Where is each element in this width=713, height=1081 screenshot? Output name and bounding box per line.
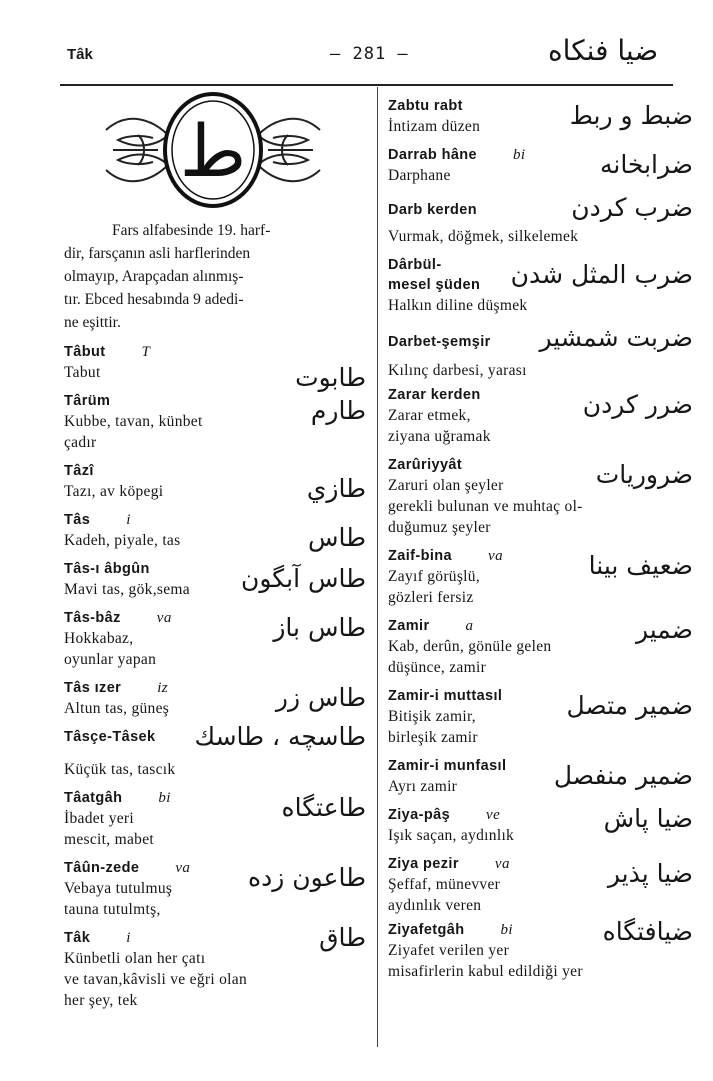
entry-definition: Künbetli olan her çatı xyxy=(64,950,206,967)
dict-entry xyxy=(388,145,693,186)
entry-headword: Ziyafetgâh xyxy=(388,922,465,938)
ornament-emblem xyxy=(98,90,328,210)
entry-headword: Zamir-i munfasıl xyxy=(388,758,507,774)
entry-origin: bi xyxy=(500,922,513,938)
dict-entry xyxy=(388,756,693,797)
dict-entry xyxy=(388,546,693,608)
entry-headword: Zarar kerden xyxy=(388,387,481,403)
entry-headword: Zaif-bina xyxy=(388,548,453,564)
entry-arabic: ضرر كردن xyxy=(582,390,693,419)
entry-arabic: طاعون زده xyxy=(248,863,366,892)
entry-origin: bi xyxy=(513,147,526,163)
entry-arabic: ضرب كردن xyxy=(571,193,693,222)
dict-entry xyxy=(64,722,366,780)
emblem-letter: ط xyxy=(179,109,247,193)
entry-arabic: طاق xyxy=(319,923,366,952)
entry-origin: va xyxy=(494,856,510,872)
entry-definition: Altun tas, güneş xyxy=(64,700,170,717)
dict-entry xyxy=(388,385,693,447)
dict-entry xyxy=(388,96,693,137)
dict-entry xyxy=(64,608,366,670)
entry-origin: ve xyxy=(486,807,501,823)
entry-headword: Târüm xyxy=(64,393,111,409)
entry-arabic: طاعتگاه xyxy=(281,793,366,822)
entry-definition: tauna tutulmtş, xyxy=(64,901,161,918)
entry-definition: Hokkabaz, xyxy=(64,630,134,647)
entry-definition: oyunlar yapan xyxy=(64,651,157,668)
dict-entry xyxy=(388,455,693,538)
entry-definition: Küçük tas, tascık xyxy=(64,761,176,778)
entry-definition: misafirlerin kabul edildiği yer xyxy=(388,963,583,980)
entry-headword-continued: mesel şüden xyxy=(388,277,481,293)
entry-arabic: طازي xyxy=(306,474,366,503)
entry-definition: Tabut xyxy=(64,364,101,381)
running-head-right: ضيا فنكاه xyxy=(548,34,659,67)
entry-definition: her şey, tek xyxy=(64,992,138,1009)
dict-entry xyxy=(64,461,366,502)
entry-headword: Darrab hâne xyxy=(388,147,478,163)
entry-definition: aydınlık veren xyxy=(388,897,482,914)
entry-headword: Tâs-ı âbgûn xyxy=(64,561,150,577)
entry-arabic: ضيا پاش xyxy=(603,804,693,833)
entry-definition: Tazı, av köpegi xyxy=(64,483,164,500)
dict-entry xyxy=(64,858,366,920)
entry-headword: Dârbül- xyxy=(388,257,442,273)
entry-headword: Zarûriyyât xyxy=(388,457,463,473)
entry-definition: duğumuz şeyler xyxy=(388,519,491,536)
entry-origin: bi xyxy=(158,790,171,806)
page-header xyxy=(0,0,713,88)
entry-arabic: طاس زر xyxy=(275,683,366,712)
entry-definition: Zaruri olan şeyler xyxy=(388,477,504,494)
entry-arabic: ضبط و ربط xyxy=(569,101,693,130)
intro-line: Fars alfabesinde 19. harf- xyxy=(112,222,271,239)
intro-line: tır. Ebced hesabında 9 adedi- xyxy=(64,291,244,308)
intro-paragraph xyxy=(64,219,366,334)
entry-arabic: ضيافتگاه xyxy=(602,917,693,946)
intro-line: olmayıp, Arapçadan alınmış- xyxy=(64,268,244,285)
entry-definition: İntizam düzen xyxy=(388,118,481,135)
entry-arabic: ضروريات xyxy=(595,460,693,489)
entry-definition: Zarar etmek, xyxy=(388,407,471,424)
entry-headword: Tâzî xyxy=(64,463,94,479)
entry-origin: va xyxy=(175,860,191,876)
entry-headword: Tâbut xyxy=(64,344,106,360)
dict-entry xyxy=(388,917,693,982)
dict-entry xyxy=(64,510,366,551)
entry-definition: Işık saçan, aydınlık xyxy=(388,827,515,844)
intro-line: ne eşittir. xyxy=(64,314,121,331)
entry-headword: Tâûn-zede xyxy=(64,860,140,876)
entry-headword: Ziya pezir xyxy=(388,856,459,872)
entry-arabic: ضرب المثل شدن xyxy=(510,260,693,289)
entry-arabic: ضربت شمشير xyxy=(539,323,693,352)
dict-entry xyxy=(388,805,693,846)
entry-definition: Kab, derûn, gönüle gelen xyxy=(388,638,552,655)
dict-entry xyxy=(64,678,366,719)
entry-definition: Halkın diline düşmek xyxy=(388,297,528,314)
entry-origin: T xyxy=(141,344,151,360)
entry-headword: Zamir xyxy=(388,618,430,634)
dict-entry xyxy=(388,686,693,748)
entry-arabic: طاسچه ، طاسك xyxy=(194,722,366,751)
entry-arabic: طارم xyxy=(310,396,366,425)
entry-headword: Tâk xyxy=(64,930,91,946)
entry-arabic: طاس آبگون xyxy=(241,564,366,593)
entry-arabic: طاس xyxy=(307,523,366,552)
entry-definition: Kubbe, tavan, künbet xyxy=(64,413,203,430)
entry-definition: birleşik zamir xyxy=(388,729,478,746)
entry-definition: Mavi tas, gök,sema xyxy=(64,581,190,598)
entry-headword: Tâs ızer xyxy=(64,680,122,696)
entry-definition: çadır xyxy=(64,434,97,451)
entry-definition: Zayıf görüşlü, xyxy=(388,568,481,585)
entry-definition: Ziyafet verilen yer xyxy=(388,942,510,959)
entry-definition: Vebaya tutulmuş xyxy=(64,880,173,897)
dict-entry xyxy=(64,342,366,392)
entry-definition: ve tavan,kâvisli ve eğri olan xyxy=(64,971,248,988)
entry-origin: va xyxy=(156,610,172,626)
entry-headword: Darb kerden xyxy=(388,202,478,218)
entry-definition: Vurmak, döğmek, silkelemek xyxy=(388,228,579,245)
entry-definition: Ayrı zamir xyxy=(388,778,458,795)
intro-line: dir, farsçanın asli harflerinden xyxy=(64,245,251,262)
entry-origin: a xyxy=(465,618,474,634)
dict-entry xyxy=(388,193,693,247)
entry-definition: Şeffaf, münevver xyxy=(388,876,501,893)
entry-headword: Tâatgâh xyxy=(64,790,123,806)
entry-origin: i xyxy=(126,512,131,528)
entry-arabic: ضمير xyxy=(635,615,693,644)
entry-arabic: ضمير منفصل xyxy=(553,761,693,790)
entry-headword: Tâsçe-Tâsek xyxy=(64,729,156,745)
header-rule xyxy=(60,84,673,86)
entry-headword: Tâs-bâz xyxy=(64,610,121,626)
entry-origin: va xyxy=(488,548,503,564)
entry-headword: Zabtu rabt xyxy=(388,98,463,114)
entry-origin: iz xyxy=(157,680,169,696)
entry-headword: Ziya-pâş xyxy=(388,807,451,823)
entry-headword: Zamir-i muttasıl xyxy=(388,688,503,704)
dict-entry xyxy=(64,391,366,453)
entry-definition: Kadeh, piyale, tas xyxy=(64,532,181,549)
dict-entry xyxy=(388,854,693,916)
entry-origin: i xyxy=(126,930,131,946)
entry-definition: mescit, mabet xyxy=(64,831,154,848)
entry-definition: Darphane xyxy=(388,167,451,184)
dict-entry xyxy=(388,616,693,678)
entry-definition: düşünce, zamir xyxy=(388,659,487,676)
entry-arabic: ضيا پذير xyxy=(607,859,693,888)
entry-arabic: طاس باز xyxy=(273,613,366,642)
entry-definition: ziyana uğramak xyxy=(388,428,491,445)
entry-arabic: ضمير متصل xyxy=(566,691,693,720)
dict-entry xyxy=(64,923,366,1011)
dict-entry xyxy=(388,255,693,316)
right-column xyxy=(388,90,693,982)
entry-definition: İbadet yeri xyxy=(64,810,134,827)
entry-arabic: ضرابخانه xyxy=(599,150,693,179)
entry-arabic: ضعيف بينا xyxy=(588,551,693,580)
entry-headword: Tâs xyxy=(64,512,91,528)
dict-entry xyxy=(64,788,366,850)
entry-definition: gerekli bulunan ve muhtaç ol- xyxy=(388,498,583,515)
dict-entry xyxy=(64,559,366,600)
entry-definition: Kılınç darbesi, yarası xyxy=(388,362,527,379)
left-column xyxy=(64,90,366,1011)
dict-entry xyxy=(388,323,693,381)
column-divider xyxy=(377,87,378,1047)
entry-arabic: طابوت xyxy=(295,363,366,392)
entry-definition: Bitişik zamir, xyxy=(388,708,476,725)
entry-definition: gözleri fersiz xyxy=(388,589,474,606)
page-number: — 281 — xyxy=(330,44,409,64)
entry-headword: Darbet-şemşir xyxy=(388,334,491,350)
running-head-left: Tâk xyxy=(67,46,93,63)
